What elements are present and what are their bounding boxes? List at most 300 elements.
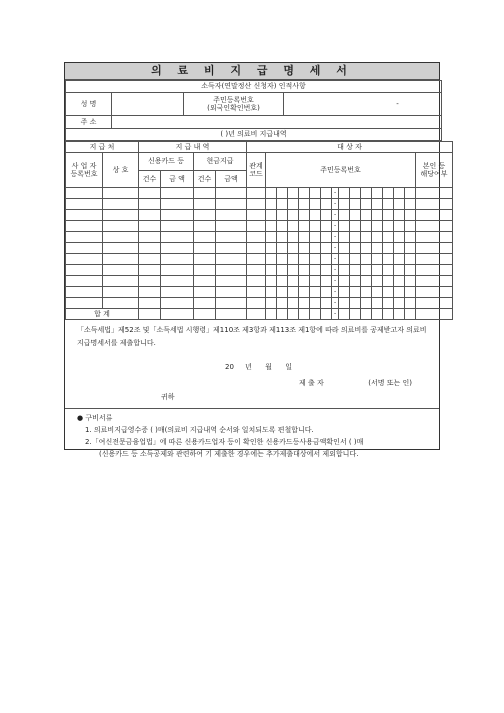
ssn-digit-cell[interactable] [266, 221, 277, 232]
entry-cell[interactable] [216, 232, 247, 243]
entry-cell[interactable] [194, 254, 216, 265]
ssn-digit-cell[interactable] [266, 232, 277, 243]
ssn-digit-cell[interactable] [405, 298, 416, 309]
entry-cell[interactable] [139, 199, 161, 210]
form-title: 의 료 비 지 급 명 세 서 [65, 63, 439, 80]
entry-cell[interactable] [194, 221, 216, 232]
ssn-dash: - [332, 309, 339, 320]
ssn-digit-cell[interactable] [383, 276, 394, 287]
trade-name-header: 상 호 [103, 153, 139, 188]
ssn-digit-cell[interactable] [405, 276, 416, 287]
entry-cell[interactable] [103, 232, 139, 243]
entry-cell[interactable] [66, 232, 103, 243]
entry-cell[interactable] [416, 232, 453, 243]
ssn-digit-cell[interactable] [277, 210, 288, 221]
entry-cell[interactable] [161, 287, 194, 298]
ssn-digit-cell[interactable] [299, 276, 310, 287]
target-ssn-header: 주민등록번호 [266, 153, 416, 188]
ssn-digit-cell[interactable] [339, 221, 350, 232]
entry-cell[interactable] [247, 210, 266, 221]
entry-row [66, 210, 453, 221]
doc-item-2a: 2.「여신전문금융업법」에 따른 신용카드업자 등이 확인한 신용카드등사용금액확인서 ( )매 [85, 438, 364, 446]
ssn-digit-cell[interactable] [321, 232, 332, 243]
ssn-digit-cell[interactable] [383, 199, 394, 210]
ssn-digit-cell[interactable] [310, 276, 321, 287]
ssn-digit-cell[interactable] [288, 232, 299, 243]
entry-cell[interactable] [216, 298, 247, 309]
entry-cell[interactable] [247, 221, 266, 232]
self-line1: 본인 등 [422, 161, 446, 170]
ssn-digit-cell[interactable] [277, 265, 288, 276]
entry-row [66, 243, 453, 254]
cash-header: 현금지급 [194, 153, 247, 171]
entry-cell[interactable] [416, 243, 453, 254]
entry-cell[interactable] [103, 221, 139, 232]
ssn-digit-cell[interactable] [339, 276, 350, 287]
ssn-digit-cell[interactable] [277, 309, 288, 320]
entry-cell[interactable] [161, 254, 194, 265]
ssn-digit-cell[interactable] [394, 265, 405, 276]
ssn-digit-cell[interactable] [350, 210, 361, 221]
ssn-digit-cell[interactable] [288, 221, 299, 232]
ssn-digit-cell[interactable] [277, 199, 288, 210]
ssn-digit-cell[interactable] [383, 188, 394, 199]
ssn-digit-cell[interactable] [372, 188, 383, 199]
ssn-digit-cell[interactable] [361, 199, 372, 210]
entry-cell[interactable] [161, 276, 194, 287]
ssn-digit-cell[interactable] [266, 287, 277, 298]
entry-cell[interactable] [103, 199, 139, 210]
entry-cell[interactable] [416, 210, 453, 221]
entry-cell[interactable] [216, 188, 247, 199]
ssn-digit-cell[interactable] [372, 243, 383, 254]
ssn-digit-cell[interactable] [266, 309, 277, 320]
ssn-digit-cell[interactable] [383, 243, 394, 254]
statement-text: 「소득세법」제52조 및「소득세법 시행령」제110조 제3항과 제113조 제1항에 따라 의료비를 공제받고자 의료비지급명세서를 제출합니다. [77, 326, 427, 347]
entry-cell[interactable] [161, 199, 194, 210]
ssn-digit-cell[interactable] [405, 243, 416, 254]
ssn-digit-cell[interactable] [383, 254, 394, 265]
ssn-digit-cell[interactable] [288, 265, 299, 276]
entry-cell[interactable] [103, 287, 139, 298]
ssn-digit-cell[interactable] [288, 276, 299, 287]
card-count-header: 건수 [139, 170, 161, 188]
ssn-digit-cell[interactable] [372, 309, 383, 320]
entry-cell[interactable] [194, 199, 216, 210]
entry-cell[interactable] [103, 254, 139, 265]
ssn-digit-cell[interactable] [310, 199, 321, 210]
entry-cell[interactable] [194, 287, 216, 298]
ssn-digit-cell[interactable] [299, 298, 310, 309]
date-line: 20 년 월 일 [225, 363, 293, 371]
ssn-digit-cell[interactable] [361, 276, 372, 287]
ssn-digit-cell[interactable] [288, 243, 299, 254]
ssn-digit-cell[interactable] [361, 232, 372, 243]
ssn-digit-cell[interactable] [361, 243, 372, 254]
ssn-digit-cell[interactable] [394, 188, 405, 199]
total-label: 합 계 [66, 309, 139, 320]
ssn-digit-cell[interactable] [321, 265, 332, 276]
ssn-digit-cell[interactable] [350, 309, 361, 320]
ssn-digit-cell[interactable] [266, 188, 277, 199]
ssn-dash: - [332, 298, 339, 309]
entry-cell[interactable] [416, 199, 453, 210]
total-cell[interactable] [216, 309, 247, 320]
self-header [416, 153, 453, 188]
ssn-digit-cell[interactable] [266, 276, 277, 287]
ssn-digit-cell[interactable] [361, 309, 372, 320]
ssn-digit-cell[interactable] [321, 287, 332, 298]
entry-cell[interactable] [139, 188, 161, 199]
ssn-digit-cell[interactable] [394, 199, 405, 210]
ssn-digit-cell[interactable] [310, 188, 321, 199]
ssn-digit-cell[interactable] [383, 232, 394, 243]
entry-cell[interactable] [194, 265, 216, 276]
ssn-digit-cell[interactable] [299, 210, 310, 221]
entry-cell[interactable] [216, 287, 247, 298]
entry-cell[interactable] [216, 221, 247, 232]
ssn-digit-cell[interactable] [394, 276, 405, 287]
ssn-digit-cell[interactable] [405, 265, 416, 276]
ssn-digit-cell[interactable] [405, 188, 416, 199]
entry-row [66, 232, 453, 243]
ssn-digit-cell[interactable] [350, 254, 361, 265]
credit-card-header: 신용카드 등 [139, 153, 194, 171]
entry-cell[interactable] [161, 298, 194, 309]
entry-cell[interactable] [416, 188, 453, 199]
entry-row [66, 188, 453, 199]
ssn-digit-cell[interactable] [372, 210, 383, 221]
ssn-digit-cell[interactable] [394, 309, 405, 320]
entry-cell[interactable] [66, 221, 103, 232]
ssn-digit-cell[interactable] [266, 254, 277, 265]
ssn-digit-cell[interactable] [361, 287, 372, 298]
entry-cell[interactable] [161, 232, 194, 243]
entry-cell[interactable] [139, 276, 161, 287]
entry-cell[interactable] [216, 265, 247, 276]
doc-item-1: 1. 의료비지급영수증 ( )매(의료비 지급내역 순서와 일치되도록 편철합니다. [85, 426, 314, 434]
docs-title: ● 구비서류 [77, 414, 113, 422]
ssn-digit-cell[interactable] [372, 254, 383, 265]
entry-cell[interactable] [194, 276, 216, 287]
entry-cell[interactable] [216, 254, 247, 265]
ssn-digit-cell[interactable] [277, 276, 288, 287]
ssn-digit-cell[interactable] [405, 309, 416, 320]
ssn-digit-cell[interactable] [266, 243, 277, 254]
ssn-digit-cell[interactable] [299, 221, 310, 232]
ssn-digit-cell[interactable] [288, 254, 299, 265]
entry-cell[interactable] [139, 243, 161, 254]
ssn-digit-cell[interactable] [350, 221, 361, 232]
entry-cell[interactable] [103, 276, 139, 287]
ssn-digit-cell[interactable] [339, 188, 350, 199]
ssn-digit-cell[interactable] [361, 254, 372, 265]
ssn-digit-cell[interactable] [394, 298, 405, 309]
relation-line1: 관계 [249, 161, 263, 170]
bizno-header-line2: 등록번호 [70, 170, 98, 178]
ssn-digit-cell[interactable] [361, 265, 372, 276]
entry-cell[interactable] [194, 243, 216, 254]
ssn-digit-cell[interactable] [361, 298, 372, 309]
entry-cell[interactable] [416, 254, 453, 265]
ssn-digit-cell[interactable] [339, 199, 350, 210]
entry-cell[interactable] [194, 188, 216, 199]
ssn-digit-cell[interactable] [394, 232, 405, 243]
ssn-digit-cell[interactable] [372, 232, 383, 243]
ssn-digit-cell[interactable] [288, 210, 299, 221]
cash-count-header: 건수 [194, 170, 216, 188]
name-label: 성 명 [66, 93, 112, 116]
ssn-digit-cell[interactable] [299, 265, 310, 276]
ssn-digit-cell[interactable] [310, 254, 321, 265]
entry-cell[interactable] [66, 298, 103, 309]
ssn-digit-cell[interactable] [310, 309, 321, 320]
entry-cell[interactable] [247, 276, 266, 287]
entry-cell[interactable] [161, 188, 194, 199]
total-cell[interactable] [247, 309, 266, 320]
entry-cell[interactable] [194, 210, 216, 221]
ssn-digit-cell[interactable] [394, 210, 405, 221]
entry-cell[interactable] [103, 210, 139, 221]
entry-cell[interactable] [416, 298, 453, 309]
required-docs [65, 408, 439, 464]
ssn-digit-cell[interactable] [299, 254, 310, 265]
ssn-digit-cell[interactable] [339, 243, 350, 254]
ssn-digit-cell[interactable] [321, 309, 332, 320]
ssn-digit-cell[interactable] [405, 210, 416, 221]
ssn-digit-cell[interactable] [310, 221, 321, 232]
ssn-dash: - [332, 232, 339, 243]
ssn-digit-cell[interactable] [394, 254, 405, 265]
ssn-digit-cell[interactable] [321, 243, 332, 254]
entry-cell[interactable] [66, 199, 103, 210]
ssn-digit-cell[interactable] [350, 298, 361, 309]
ssn-digit-cell[interactable] [383, 221, 394, 232]
entry-cell[interactable] [416, 276, 453, 287]
total-cell[interactable] [139, 309, 161, 320]
entry-cell[interactable] [103, 243, 139, 254]
entry-cell[interactable] [139, 232, 161, 243]
ssn-digit-cell[interactable] [405, 232, 416, 243]
entry-cell[interactable] [194, 232, 216, 243]
entry-row [66, 221, 453, 232]
entry-cell[interactable] [247, 287, 266, 298]
entry-cell[interactable] [161, 210, 194, 221]
ssn-digit-cell[interactable] [321, 276, 332, 287]
ssn-digit-cell[interactable] [288, 298, 299, 309]
cash-amount-header: 금액 [216, 170, 247, 188]
entry-row [66, 199, 453, 210]
ssn-digit-cell[interactable] [361, 188, 372, 199]
ssn-digit-cell[interactable] [405, 254, 416, 265]
entry-cell[interactable] [66, 276, 103, 287]
ssn-digit-cell[interactable] [310, 232, 321, 243]
entry-cell[interactable] [103, 188, 139, 199]
ssn-digit-cell[interactable] [339, 309, 350, 320]
ssn-digit-cell[interactable] [350, 287, 361, 298]
entry-cell[interactable] [139, 254, 161, 265]
ssn-dash: - [332, 243, 339, 254]
ssn-digit-cell[interactable] [277, 298, 288, 309]
year-caption: ( )년 의료비 지급내역 [66, 129, 442, 141]
entry-cell[interactable] [216, 210, 247, 221]
entry-cell[interactable] [139, 265, 161, 276]
payment-header: 지 급 내 역 [139, 142, 247, 153]
ssn-dash: - [332, 188, 339, 199]
ssn-digit-cell[interactable] [339, 265, 350, 276]
ssn-digit-cell[interactable] [350, 232, 361, 243]
ssn-digit-cell[interactable] [372, 298, 383, 309]
ssn-digit-cell[interactable] [339, 254, 350, 265]
ssn-digit-cell[interactable] [361, 221, 372, 232]
entry-cell[interactable] [247, 298, 266, 309]
entry-cell[interactable] [216, 276, 247, 287]
ssn-digit-cell[interactable] [266, 265, 277, 276]
ssn-digit-cell[interactable] [266, 199, 277, 210]
entry-cell[interactable] [66, 243, 103, 254]
entry-cell[interactable] [247, 254, 266, 265]
entry-cell[interactable] [194, 298, 216, 309]
ssn-dash: - [332, 265, 339, 276]
entry-cell[interactable] [247, 243, 266, 254]
relation-line2: 코드 [249, 170, 263, 178]
entry-cell[interactable] [216, 243, 247, 254]
ssn-digit-cell[interactable] [339, 232, 350, 243]
entry-row [66, 254, 453, 265]
ssn-digit-cell[interactable] [266, 298, 277, 309]
ssn-digit-cell[interactable] [405, 221, 416, 232]
ssn-digit-cell[interactable] [394, 221, 405, 232]
ssn-digit-cell[interactable] [321, 188, 332, 199]
entry-cell[interactable] [216, 199, 247, 210]
ssn-digit-cell[interactable] [361, 210, 372, 221]
entry-cell[interactable] [103, 265, 139, 276]
ssn-digit-cell[interactable] [372, 221, 383, 232]
ssn-digit-cell[interactable] [277, 254, 288, 265]
name-field[interactable] [112, 93, 184, 116]
entry-row [66, 276, 453, 287]
ssn-digit-cell[interactable] [277, 221, 288, 232]
ssn-digit-cell[interactable] [372, 199, 383, 210]
entry-cell[interactable] [247, 188, 266, 199]
entry-cell[interactable] [247, 265, 266, 276]
ssn-digit-cell[interactable] [288, 199, 299, 210]
entry-cell[interactable] [103, 298, 139, 309]
entry-cell[interactable] [161, 265, 194, 276]
ssn-digit-cell[interactable] [394, 243, 405, 254]
total-cell[interactable] [194, 309, 216, 320]
ssn-digit-cell[interactable] [310, 265, 321, 276]
ssn-digit-cell[interactable] [321, 221, 332, 232]
ssn-digit-cell[interactable] [339, 298, 350, 309]
submitter-label: 제 출 자 [299, 379, 324, 387]
ssn-digit-cell[interactable] [372, 287, 383, 298]
ssn-digit-cell[interactable] [350, 243, 361, 254]
ssn-digit-cell[interactable] [350, 265, 361, 276]
ssn-digit-cell[interactable] [310, 243, 321, 254]
medical-expense-statement-form [64, 62, 448, 458]
ssn-digit-cell[interactable] [277, 232, 288, 243]
ssn-digit-cell[interactable] [299, 232, 310, 243]
entry-cell[interactable] [66, 265, 103, 276]
entry-cell[interactable] [139, 210, 161, 221]
ssn-digit-cell[interactable] [383, 309, 394, 320]
entry-row [66, 265, 453, 276]
ssn-digit-cell[interactable] [299, 309, 310, 320]
entry-cell[interactable] [139, 298, 161, 309]
ssn-digit-cell[interactable] [383, 210, 394, 221]
ssn-digit-cell[interactable] [350, 276, 361, 287]
total-cell[interactable] [416, 309, 453, 320]
entry-cell[interactable] [66, 287, 103, 298]
ssn-digit-cell[interactable] [310, 298, 321, 309]
ssn-digit-cell[interactable] [405, 287, 416, 298]
entry-cell[interactable] [247, 199, 266, 210]
ssn-digit-cell[interactable] [288, 188, 299, 199]
ssn-digit-cell[interactable] [277, 287, 288, 298]
ssn-digit-cell[interactable] [299, 243, 310, 254]
ssn-digit-cell[interactable] [383, 298, 394, 309]
ssn-digit-cell[interactable] [350, 199, 361, 210]
ssn-digit-cell[interactable] [321, 199, 332, 210]
payee-header: 지 급 처 [66, 142, 139, 153]
entry-cell[interactable] [66, 254, 103, 265]
entry-cell[interactable] [161, 243, 194, 254]
entry-cell[interactable] [416, 287, 453, 298]
ssn-digit-cell[interactable] [310, 287, 321, 298]
ssn-digit-cell[interactable] [277, 188, 288, 199]
ssn-dash: - [332, 210, 339, 221]
ssn-digit-cell[interactable] [299, 287, 310, 298]
ssn-digit-cell[interactable] [288, 309, 299, 320]
entry-cell[interactable] [416, 265, 453, 276]
ssn-digit-cell[interactable] [288, 287, 299, 298]
ssn-digit-cell[interactable] [277, 243, 288, 254]
ssn-digit-cell[interactable] [321, 298, 332, 309]
ssn-digit-cell[interactable] [266, 210, 277, 221]
ssn-digit-cell[interactable] [383, 265, 394, 276]
entry-cell[interactable] [66, 188, 103, 199]
ssn-digit-cell[interactable] [372, 265, 383, 276]
entry-cell[interactable] [247, 232, 266, 243]
ssn-digit-cell[interactable] [321, 254, 332, 265]
ssn-digit-cell[interactable] [299, 188, 310, 199]
card-amount-header: 금 액 [161, 170, 194, 188]
ssn-digit-cell[interactable] [339, 287, 350, 298]
address-field[interactable] [112, 116, 442, 129]
ssn-digit-cell[interactable] [372, 276, 383, 287]
ssn-digit-cell[interactable] [394, 287, 405, 298]
entry-cell[interactable] [161, 221, 194, 232]
entry-cell[interactable] [139, 221, 161, 232]
ssn-label-line2: (외국인확인번호) [207, 104, 260, 112]
ssn-field[interactable] [284, 93, 442, 116]
ssn-digit-cell[interactable] [383, 287, 394, 298]
total-cell[interactable] [161, 309, 194, 320]
ssn-digit-cell[interactable] [299, 199, 310, 210]
entry-cell[interactable] [139, 287, 161, 298]
ssn-digit-cell[interactable] [339, 210, 350, 221]
ssn-digit-cell[interactable] [405, 199, 416, 210]
bizno-header [66, 153, 103, 188]
target-header: 대 상 자 [247, 142, 453, 153]
ssn-digit-cell[interactable] [350, 188, 361, 199]
entry-cell[interactable] [66, 210, 103, 221]
ssn-digit-cell[interactable] [321, 210, 332, 221]
ssn-digit-cell[interactable] [310, 210, 321, 221]
entry-cell[interactable] [416, 221, 453, 232]
entry-row [66, 298, 453, 309]
